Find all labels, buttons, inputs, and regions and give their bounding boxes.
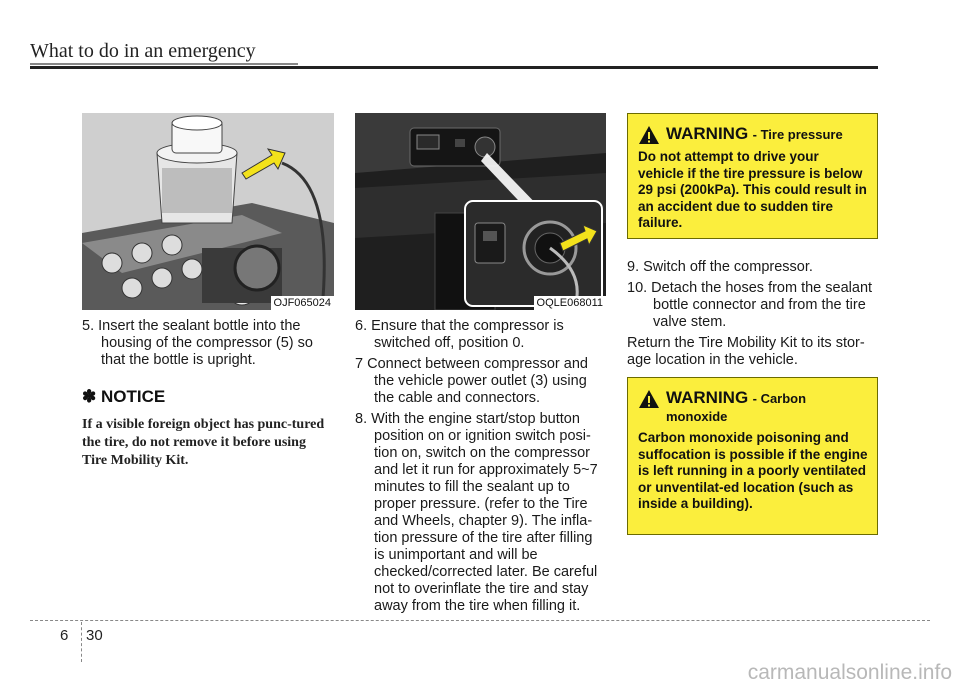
notice-title: ✽ NOTICE — [82, 387, 166, 406]
warning-carbon-monoxide — [627, 377, 878, 535]
console-illustration — [355, 113, 606, 310]
header-rule — [30, 66, 878, 69]
header-rule-accent — [30, 63, 298, 65]
step-7-text: 7 Connect between compressor and the vehicle power outlet (3) using the cable and connectors. — [355, 356, 588, 406]
warning-word: WARNING — [666, 388, 749, 407]
warning-header — [638, 388, 868, 426]
notice-text: If a visible foreign object has punc-tured the tire, do not remove it before using Tire Mobility Kit. — [82, 417, 325, 468]
warning-word: WARNING — [666, 124, 749, 143]
page-title: What to do in an emergency — [30, 40, 256, 62]
warning-text: Do not attempt to drive your vehicle if the tire pressure is below 29 psi (200kPa). This could result in an accident due to sudden tire failure. — [638, 149, 867, 230]
warning-subtitle: - Tire pressure — [752, 127, 843, 142]
warning-triangle-icon — [638, 125, 660, 145]
warning-subtitle: - Carbon monoxide — [666, 391, 807, 424]
warning-text: Carbon monoxide poisoning and suffocation is possible if the engine is left running in a poorly ventilated or unventilat-ed location (such as inside a building). — [638, 430, 868, 511]
step-9-text: 9. Switch off the compressor. — [627, 259, 813, 275]
warning-header — [638, 124, 868, 145]
warning-triangle-icon — [638, 389, 660, 409]
watermark: carmanualsonline.info — [747, 661, 952, 684]
right-column-steps — [627, 259, 878, 373]
sealant-bottle-photo — [82, 113, 334, 310]
footer-divider — [81, 622, 82, 662]
step-10-text: 10. Detach the hoses from the sealant bottle connector and from the tire valve stem. — [627, 280, 873, 330]
step-5-text: 5. Insert the sealant bottle into the housing of the compressor (5) so that the bottle is upright. — [82, 318, 313, 368]
middle-column — [355, 318, 606, 619]
footer-rule — [30, 620, 930, 621]
step-8-text: 8. With the engine start/stop button position on or ignition switch posi-tion on, switch on the compressor and let it run for approximately 5~7 minutes to fill the sealant up to proper pressure. (refer to the Tire and Wheels, chapter 9). The infla-tion pressure of the tire after filling is unimportant and will be checked/corrected later. Be careful not to overinflate the tire and stay away from the tire when filling it. — [355, 411, 598, 614]
compressor-illustration — [82, 113, 334, 310]
page-number: 30 — [86, 627, 103, 644]
left-column — [82, 318, 334, 373]
image-code: OQLE068011 — [534, 296, 606, 310]
warning-tire-pressure — [627, 113, 878, 239]
return-kit-text: Return the Tire Mobility Kit to its stor-age location in the vehicle. — [627, 335, 865, 368]
step-6-text: 6. Ensure that the compressor is switched off, position 0. — [355, 318, 564, 351]
image-code: OJF065024 — [271, 296, 334, 310]
power-outlet-photo — [355, 113, 606, 310]
section-number: 6 — [60, 627, 69, 644]
